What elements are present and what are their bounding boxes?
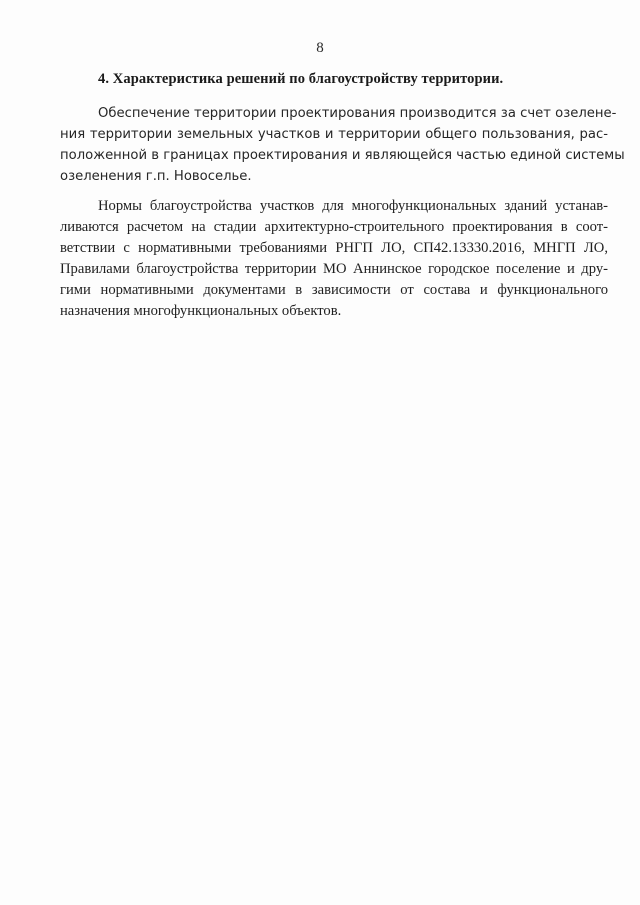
paragraph-line: ливаются расчетом на стадии архитектурно-строительного проектирования в соот-	[60, 219, 608, 235]
paragraph-line: Нормы благоустройства участков для многофункциональных зданий устанав-	[98, 198, 608, 214]
paragraph-line: гими нормативными документами в зависимости от состава и функционального	[60, 282, 608, 298]
paragraph-line: Обеспечение территории проектирования производится за счет озелене-	[98, 106, 617, 121]
paragraph-line: назначения многофункциональных объектов.	[60, 303, 342, 319]
paragraph-landscaping-norms	[60, 196, 608, 322]
paragraph-landscaping-provision	[60, 103, 625, 187]
paragraph-line: положенной в границах проектирования и являющейся частью единой системы	[60, 148, 625, 163]
section-heading: 4. Характеристика решений по благоустройству территории.	[98, 71, 504, 87]
paragraph-line: ветствии с нормативными требованиями РНГП ЛО, СП42.13330.2016, МНГП ЛО,	[60, 240, 608, 256]
paragraph-line: ния территории земельных участков и территории общего пользования, рас-	[60, 127, 608, 142]
paragraph-line: озеленения г.п. Новоселье.	[60, 169, 252, 184]
paragraph-line: Правилами благоустройства территории МО Аннинское городское поселение и дру-	[60, 261, 608, 277]
page-number: 8	[316, 40, 324, 56]
